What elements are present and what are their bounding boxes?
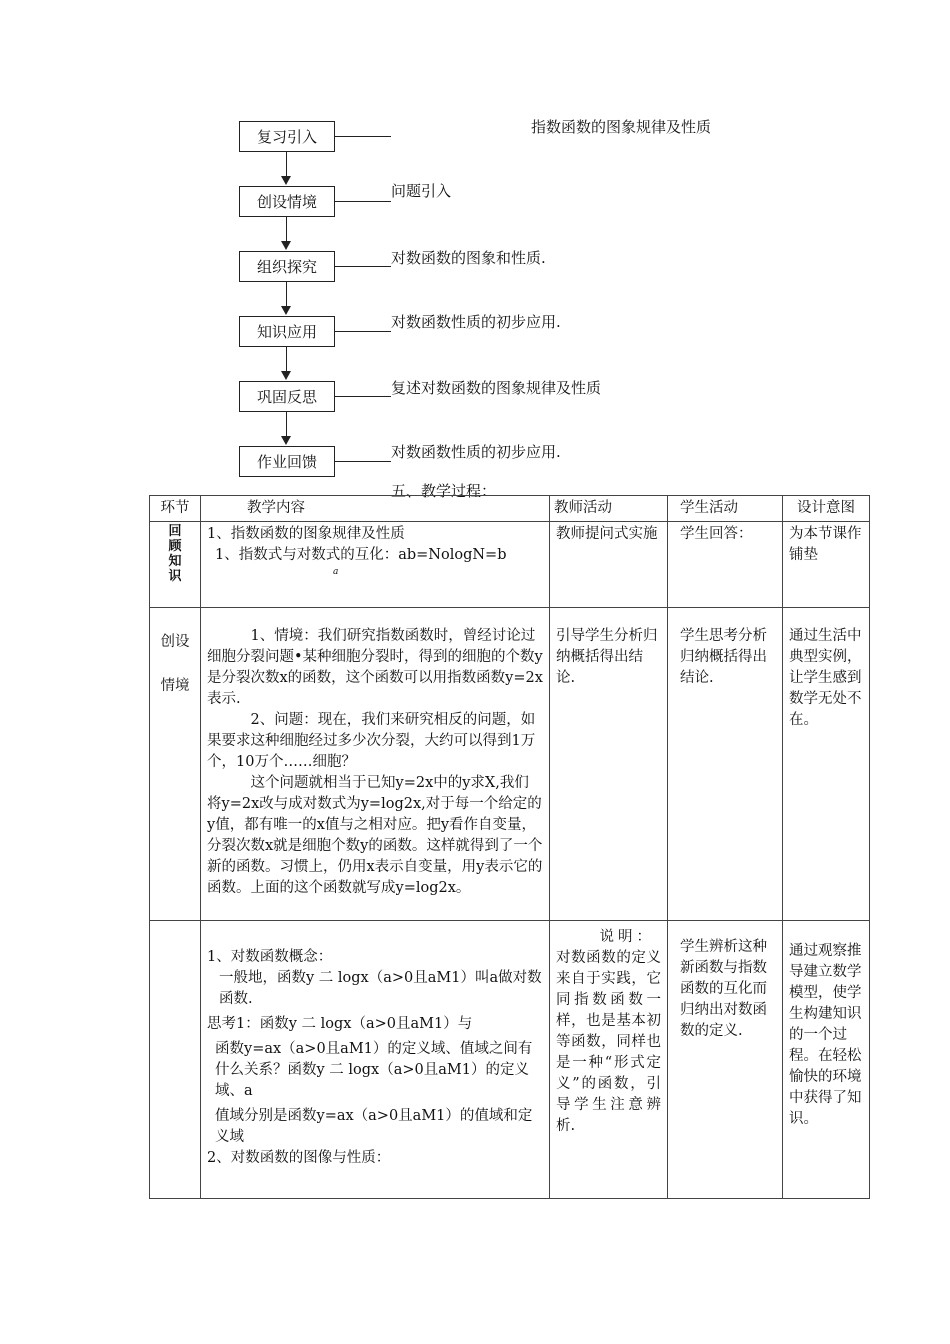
content-paragraph: 2、问题：现在，我们来研究相反的问题，如果要求这种细胞经过多少次分裂，大约可以得到1万个，10万个……细胞？ bbox=[207, 712, 536, 770]
flow-note-apply: 对数函数性质的初步应用. bbox=[391, 313, 561, 331]
content-line: 1、指数式与对数式的互化：ab=NologN=b bbox=[215, 547, 507, 563]
flow-connector bbox=[286, 347, 287, 372]
row-stage: 创设情境 bbox=[160, 634, 190, 694]
flow-step-situation: 创设情境 bbox=[239, 186, 335, 217]
table-row bbox=[150, 608, 870, 921]
header-intent: 设计意图 bbox=[783, 496, 870, 522]
row-content-cell bbox=[201, 522, 550, 608]
header-content: 教学内容 bbox=[201, 496, 550, 522]
teacher-note-title: 说明： bbox=[599, 929, 655, 945]
flow-note-explore: 对数函数的图象和性质. bbox=[391, 249, 546, 267]
content-line: 一般地，函数y 二 logx（a>0且aM1）叫a做对数函数. bbox=[219, 970, 542, 1007]
flow-step-homework: 作业回馈 bbox=[239, 446, 335, 477]
content-line: 2、对数函数的图像与性质： bbox=[207, 1150, 391, 1166]
row-teacher: 对数函数的定义来自于实践，它同指数函数一样，也是基本初等函数，同样也是一种“形式定义”的函数，引导学生注意辨析. bbox=[556, 950, 661, 1134]
flow-note-line bbox=[335, 396, 391, 397]
flow-connector bbox=[286, 282, 287, 307]
row-stage-cell bbox=[150, 608, 201, 921]
content-line: 1、对数函数概念： bbox=[207, 949, 333, 965]
row-teacher: 引导学生分析归纳概括得出结论. bbox=[550, 608, 668, 921]
flow-arrow bbox=[281, 176, 291, 185]
flow-connector bbox=[286, 217, 287, 242]
flow-note-line bbox=[335, 266, 391, 267]
row-intent: 为本节课作铺垫 bbox=[783, 522, 870, 608]
row-student: 学生辨析这种新函数与指数函数的互化而归纳出对数函数的定义. bbox=[668, 921, 783, 1199]
flow-connector bbox=[286, 152, 287, 177]
row-stage-cell bbox=[150, 522, 201, 608]
flow-note-line bbox=[335, 201, 391, 202]
content-line: 值域分别是函数y=ax（a>0且aM1）的值域和定义域 bbox=[215, 1108, 533, 1145]
flow-arrow bbox=[281, 371, 291, 380]
header-stage: 环节 bbox=[150, 496, 201, 522]
content-paragraph: 1、情境：我们研究指数函数时，曾经讨论过细胞分裂问题•某种细胞分裂时，得到的细胞的个数y是分裂次数x的函数，这个函数可以用指数函数y=2x表示. bbox=[207, 628, 543, 707]
content-paragraph: 这个问题就相当于已知y=2x中的y求X,我们将y=2x改与成对数式为y=log2x,对于每一个给定的y值，都有唯一的x值与之相对应。把y看作自变量，分裂次数x就是细胞个数y的函数。这样就得到了一个新的函数。习惯上，仍用x表示自变量，用y表示它的函数。上面的这个函数就写成y=log2x。 bbox=[207, 775, 543, 896]
flow-arrow bbox=[281, 241, 291, 250]
table-row bbox=[150, 522, 870, 608]
row-teacher-cell bbox=[550, 921, 668, 1199]
content-subscript: a bbox=[333, 567, 339, 577]
flow-note-review: 指数函数的图象规律及性质 bbox=[531, 118, 712, 136]
teaching-process-table bbox=[149, 495, 870, 1199]
content-line: 函数y=ax（a>0且aM1）的定义域、值域之间有什么关系？函数y 二 logx（a>0且aM1）的定义域、a bbox=[215, 1041, 533, 1099]
flow-step-review: 复习引入 bbox=[239, 121, 335, 152]
row-student: 学生思考分析归纳概括得出结论. bbox=[668, 608, 783, 921]
flow-step-explore: 组织探究 bbox=[239, 251, 335, 282]
flow-note-line bbox=[335, 136, 391, 137]
flow-note-homework: 对数函数性质的初步应用. bbox=[391, 443, 561, 461]
row-intent: 通过生活中典型实例，让学生感到数学无处不在。 bbox=[783, 608, 870, 921]
flow-step-reflect: 巩固反思 bbox=[239, 381, 335, 412]
flow-note-situation: 问题引入 bbox=[391, 182, 452, 200]
row-content-cell bbox=[201, 608, 550, 921]
header-student: 学生活动 bbox=[668, 496, 783, 522]
row-student: 学生回答： bbox=[668, 522, 783, 608]
table-header-row bbox=[150, 496, 870, 522]
content-line: 思考1：函数y 二 logx（a>0且aM1）与 bbox=[207, 1016, 473, 1032]
row-teacher: 教师提问式实施 bbox=[550, 522, 668, 608]
row-stage-cell bbox=[150, 921, 201, 1199]
row-intent: 通过观察推导建立数学模型，使学生构建知识的一个过程。在轻松愉快的环境中获得了知识。 bbox=[783, 921, 870, 1199]
header-teacher: 教师活动 bbox=[550, 496, 668, 522]
flow-note-line bbox=[335, 461, 391, 462]
flow-arrow bbox=[281, 436, 291, 445]
flow-note-reflect: 复述对数函数的图象规律及性质 bbox=[391, 379, 602, 397]
table-row bbox=[150, 921, 870, 1199]
flow-connector bbox=[286, 412, 287, 437]
flow-note-line bbox=[335, 331, 391, 332]
flow-arrow bbox=[281, 306, 291, 315]
row-content-cell bbox=[201, 921, 550, 1199]
section-heading: 五、教学过程： bbox=[391, 482, 497, 500]
flow-step-apply: 知识应用 bbox=[239, 316, 335, 347]
content-line: 1、指数函数的图象规律及性质 bbox=[207, 526, 405, 542]
row-stage: 回顾知识 bbox=[168, 524, 182, 584]
